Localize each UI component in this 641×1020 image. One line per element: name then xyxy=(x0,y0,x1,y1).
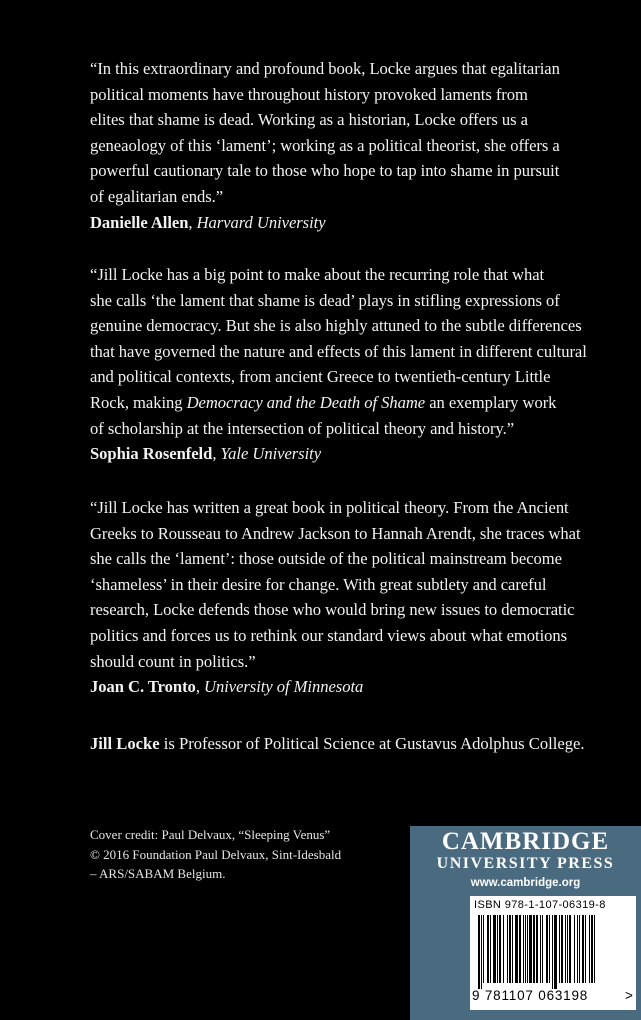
barcode-bar xyxy=(561,915,563,983)
barcode-bars xyxy=(478,915,628,989)
barcode-quiet-zone-mark: > xyxy=(625,988,634,1003)
barcode-bar xyxy=(585,915,586,983)
reviewer-name: Danielle Allen xyxy=(90,212,189,232)
barcode-bar xyxy=(540,915,541,983)
barcode-bar xyxy=(549,915,550,983)
quote-text: Rock, making xyxy=(90,392,187,412)
barcode-bar xyxy=(569,915,571,983)
publisher-logo xyxy=(410,829,641,891)
barcode-bar xyxy=(509,915,511,983)
publisher-press: UNIVERSITY PRESS xyxy=(436,855,615,872)
barcode-bar xyxy=(567,915,568,983)
credit-line: © 2016 Foundation Paul Delvaux, Sint-Idesbald xyxy=(90,846,342,862)
barcode-bar xyxy=(490,915,491,983)
barcode-bar xyxy=(594,915,595,983)
quote-text: an exemplary work xyxy=(425,392,557,412)
barcode-bar xyxy=(481,915,482,989)
barcode-bar xyxy=(577,915,578,983)
review-attribution: Sophia Rosenfeld, Yale University xyxy=(90,444,322,464)
review-allen xyxy=(90,56,610,235)
barcode-bar xyxy=(542,915,543,983)
reviewer-affiliation: Yale University xyxy=(220,444,322,464)
barcode-bar xyxy=(554,915,557,989)
publisher-url: www.cambridge.org xyxy=(470,877,581,889)
quote-line: Greeks to Rousseau to Andrew Jackson to Hannah Arendt, she traces what xyxy=(90,523,581,543)
review-tronto xyxy=(90,495,610,700)
barcode-bar xyxy=(499,915,501,983)
barcode-bar xyxy=(512,915,513,983)
barcode-bar xyxy=(519,915,521,983)
credit-line: Cover credit: Paul Delvaux, “Sleeping Venus” xyxy=(90,827,331,842)
reviewer-affiliation: University of Minnesota xyxy=(204,677,364,697)
quote-line: geneaology of this ‘lament’; working as a political theorist, she offers a xyxy=(90,135,560,155)
barcode-bar xyxy=(574,915,575,983)
barcode-bar xyxy=(507,915,508,983)
quote-line: elites that shame is dead. Working as a historian, Locke offers us a xyxy=(90,110,528,130)
barcode-bar xyxy=(523,915,524,983)
cover-credit xyxy=(90,825,390,884)
quote-line: ‘shameless’ in their desire for change. With great subtlety and careful xyxy=(90,574,547,594)
author-bio xyxy=(90,731,630,756)
barcode xyxy=(470,896,636,1010)
barcode-bar xyxy=(565,915,566,983)
reviewer-name: Sophia Rosenfeld xyxy=(90,444,213,464)
barcode-bar xyxy=(529,915,532,983)
quote-line xyxy=(90,390,610,416)
barcode-bar xyxy=(515,915,518,983)
quote-line: that have governed the nature and effects of this lament in different cultural xyxy=(90,341,587,361)
quote-line: she calls ‘the lament that shame is dead’ plays in stifling expressions of xyxy=(90,290,560,310)
barcode-bar xyxy=(533,915,535,983)
review-attribution: Joan C. Tronto, University of Minnesota xyxy=(90,677,364,697)
publisher-name: CAMBRIDGE xyxy=(441,828,610,855)
barcode-bar xyxy=(527,915,528,983)
quote-line: political moments have throughout history provoked laments from xyxy=(90,84,528,104)
quote-line: genuine democracy. But she is also highly attuned to the subtle differences xyxy=(90,316,582,336)
barcode-bar xyxy=(579,915,580,983)
barcode-bar xyxy=(546,915,548,983)
bio-text: is Professor of Political Science at Gustavus Adolphus College. xyxy=(159,734,585,753)
quote-line: powerful cautionary tale to those who hope to tap into shame in pursuit xyxy=(90,161,560,181)
barcode-bar xyxy=(493,915,496,983)
quote-line: politics and forces us to rethink our standard views about what emotions xyxy=(90,625,568,645)
barcode-bar xyxy=(487,915,489,983)
barcode-bar xyxy=(497,915,498,983)
quote-line: of egalitarian ends.” xyxy=(90,186,224,206)
isbn-label: ISBN 978-1-107-06319-8 xyxy=(474,899,606,911)
quote-line: should count in politics.” xyxy=(90,651,256,671)
quote-line: “Jill Locke has a big point to make about the recurring role that what xyxy=(90,265,545,284)
book-title: Democracy and the Death of Shame xyxy=(186,392,426,412)
quote-line: of scholarship at the intersection of political theory and history.” xyxy=(90,418,515,438)
quote-line: and political contexts, from ancient Greece to twentieth-century Little xyxy=(90,367,551,387)
review-rosenfeld xyxy=(90,262,610,467)
barcode-bar xyxy=(525,915,526,983)
barcode-bar xyxy=(552,915,553,989)
author-name: Jill Locke xyxy=(90,734,160,753)
quote-line: she calls the ‘lament’: those outside of the political mainstream become xyxy=(90,549,562,569)
barcode-bar xyxy=(536,915,538,983)
barcode-bar xyxy=(591,915,593,983)
quote-line: “Jill Locke has written a great book in political theory. From the Ancient xyxy=(90,498,569,517)
reviewer-affiliation: Harvard University xyxy=(196,212,326,232)
quote-line: “In this extraordinary and profound book, Locke argues that egalitarian xyxy=(90,59,560,78)
barcode-bar xyxy=(559,915,560,983)
barcode-bar xyxy=(483,915,484,983)
barcode-bar xyxy=(589,915,590,983)
barcode-bar xyxy=(582,915,584,983)
credit-line: – ARS/SABAM Belgium. xyxy=(90,866,226,881)
barcode-bar xyxy=(478,915,480,989)
review-attribution: Danielle Allen, Harvard University xyxy=(90,212,326,232)
barcode-digits-text: 9 781107 063198 xyxy=(472,988,589,1003)
barcode-bar xyxy=(503,915,504,983)
reviewer-name: Joan C. Tronto xyxy=(90,677,196,697)
quote-line: research, Locke defends those who would bring new issues to democratic xyxy=(90,600,575,620)
